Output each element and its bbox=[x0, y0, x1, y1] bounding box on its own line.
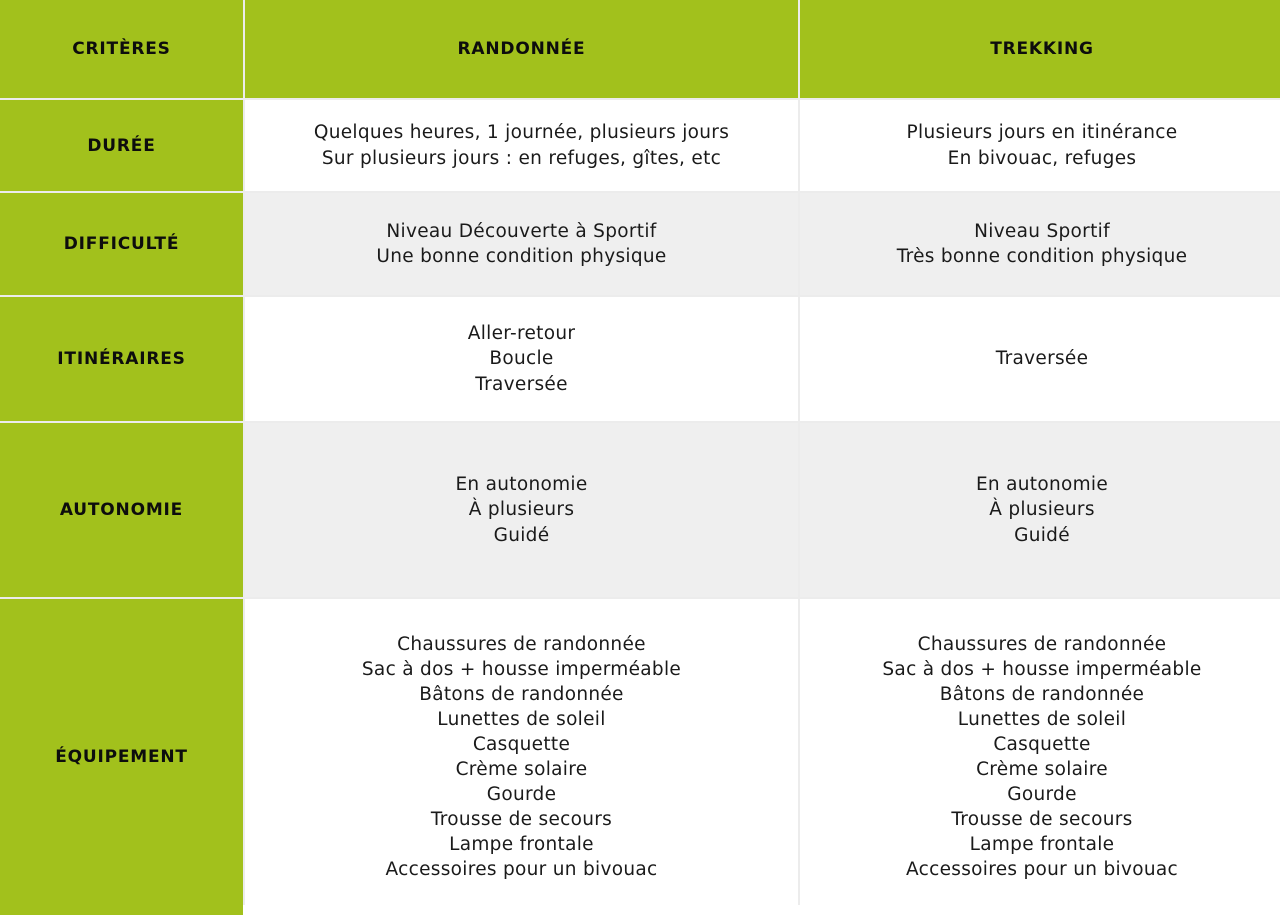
cell-line: Accessoires pour un bivouac bbox=[385, 859, 658, 881]
cell-text bbox=[468, 321, 576, 396]
header-randonnee: RANDONNÉE bbox=[245, 0, 798, 98]
cell-line: Chaussures de randonnée bbox=[917, 633, 1167, 655]
cell-line: Chaussures de randonnée bbox=[397, 633, 646, 655]
cell-line: Trousse de secours bbox=[951, 809, 1133, 831]
cell-trekking bbox=[800, 297, 1280, 421]
cell-line: Bâtons de randonnée bbox=[419, 683, 624, 705]
cell-line: Accessoires pour un bivouac bbox=[906, 859, 1178, 881]
cell-text bbox=[455, 472, 587, 547]
cell-line: Traversée bbox=[475, 373, 568, 395]
cell-line: Casquette bbox=[472, 733, 571, 755]
cell-line: Boucle bbox=[489, 348, 554, 370]
cell-trekking bbox=[800, 100, 1280, 191]
row-label: AUTONOMIE bbox=[0, 423, 243, 597]
cell-line: Lampe frontale bbox=[969, 834, 1115, 856]
cell-line: Une bonne condition physique bbox=[376, 246, 667, 267]
cell-line: Quelques heures, 1 journée, plusieurs jours bbox=[313, 122, 730, 144]
cell-line: En autonomie bbox=[455, 474, 588, 496]
cell-text bbox=[976, 472, 1108, 547]
cell-randonnee bbox=[245, 297, 798, 421]
cell-line: Crème solaire bbox=[976, 759, 1108, 780]
cell-line: Guidé bbox=[493, 524, 550, 546]
header-trekking: TREKKING bbox=[800, 0, 1280, 98]
cell-randonnee bbox=[245, 193, 798, 295]
row-label: DIFFICULTÉ bbox=[0, 193, 243, 295]
cell-line: Lampe frontale bbox=[449, 834, 594, 856]
cell-line: Crème solaire bbox=[455, 759, 588, 780]
cell-line: À plusieurs bbox=[989, 499, 1095, 521]
cell-randonnee bbox=[245, 599, 798, 915]
cell-text bbox=[362, 632, 681, 883]
cell-line: Niveau Découverte à Sportif bbox=[386, 220, 657, 242]
cell-line: Trousse de secours bbox=[430, 809, 613, 831]
cell-text bbox=[996, 346, 1089, 371]
cell-randonnee bbox=[245, 423, 798, 597]
cell-text bbox=[882, 632, 1201, 883]
cell-text bbox=[314, 120, 729, 170]
cell-line: En autonomie bbox=[975, 474, 1109, 496]
cell-line: Niveau Sportif bbox=[974, 220, 1110, 242]
cell-line: En bivouac, refuges bbox=[947, 147, 1137, 169]
cell-line: Gourde bbox=[486, 784, 557, 806]
cell-line: Gourde bbox=[1007, 784, 1077, 806]
cell-line: Guidé bbox=[1014, 524, 1070, 546]
cell-randonnee bbox=[245, 100, 798, 191]
cell-trekking bbox=[800, 599, 1280, 915]
cell-trekking bbox=[800, 193, 1280, 295]
row-label: ITINÉRAIRES bbox=[0, 297, 243, 421]
cell-text bbox=[907, 120, 1178, 170]
cell-line: Lunettes de soleil bbox=[957, 708, 1127, 730]
cell-trekking bbox=[800, 423, 1280, 597]
cell-line: Casquette bbox=[993, 733, 1091, 755]
cell-line: Sur plusieurs jours : en refuges, gîtes, etc bbox=[321, 147, 722, 169]
cell-line: Très bonne condition physique bbox=[896, 246, 1188, 267]
row-label: DURÉE bbox=[0, 100, 243, 191]
row-label: ÉQUIPEMENT bbox=[0, 599, 243, 915]
cell-line: Sac à dos + housse imperméable bbox=[361, 658, 682, 680]
cell-line: Bâtons de randonnée bbox=[939, 683, 1145, 705]
cell-line: À plusieurs bbox=[468, 499, 575, 521]
cell-line: Sac à dos + housse imperméable bbox=[882, 658, 1202, 680]
cell-line: Aller-retour bbox=[467, 323, 576, 345]
cell-text bbox=[376, 219, 666, 269]
header-criteria: CRITÈRES bbox=[0, 0, 243, 98]
cell-line: Plusieurs jours en itinérance bbox=[906, 122, 1178, 144]
cell-line: Lunettes de soleil bbox=[437, 708, 606, 730]
cell-line: Traversée bbox=[995, 348, 1089, 370]
cell-text bbox=[897, 219, 1188, 269]
